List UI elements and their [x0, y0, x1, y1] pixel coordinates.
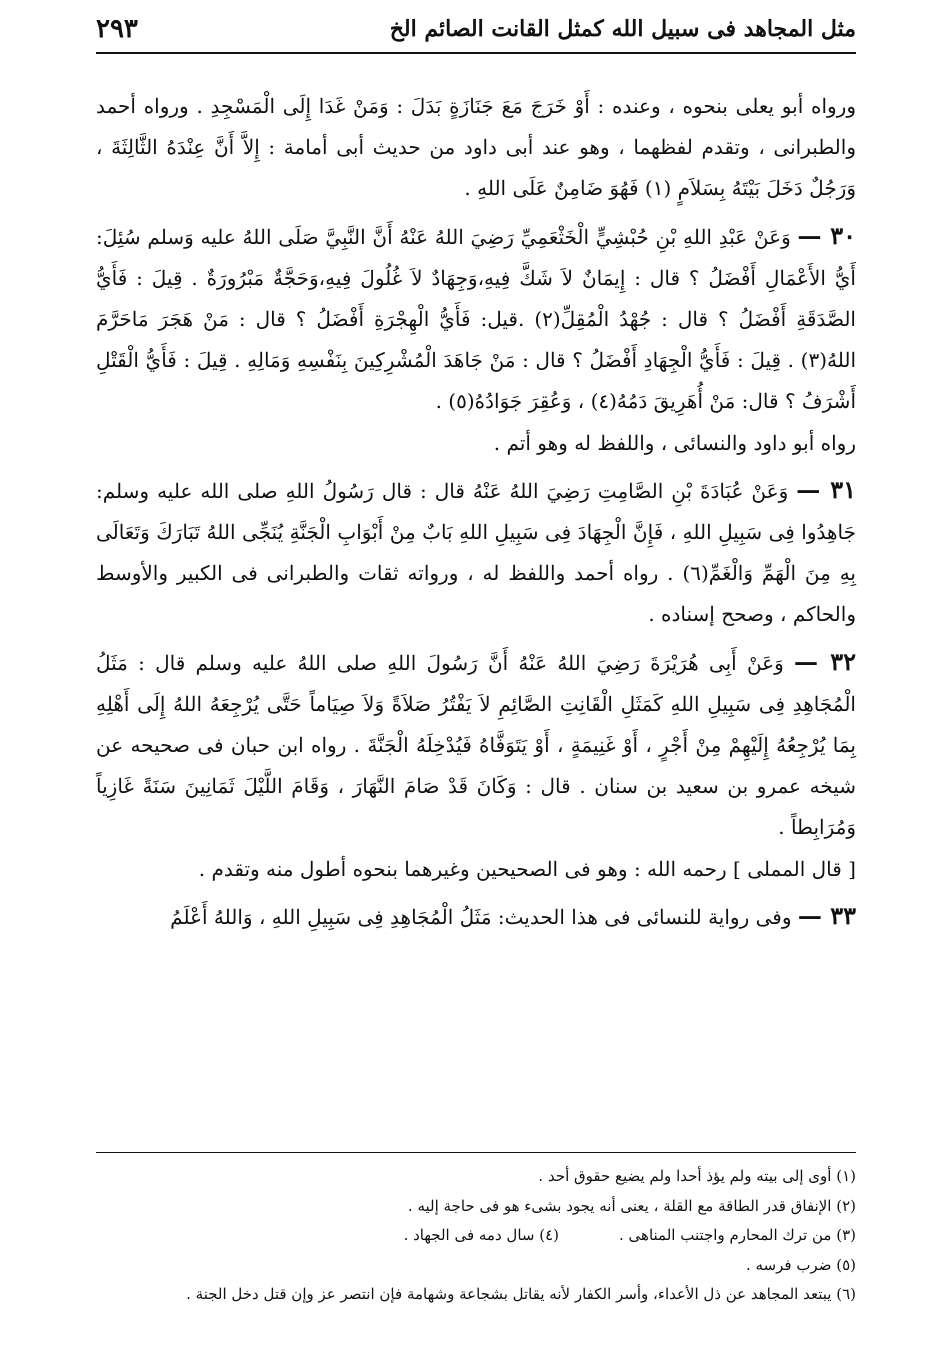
source-text: رواه أبو داود والنسائى ، واللفظ له وهو أتم .	[493, 430, 856, 455]
hadith-30-source	[96, 423, 856, 464]
hadith-text: وَعَنْ عَبْدِ اللهِ بْنِ حُبْشِيٍّ الْخَثْعَمِيِّ رَضِيَ اللهُ عَنْهُ أَنَّ النَّبِيَّ صَلَى اللهُ عليه وَسلم سُئِلَ: أَيُّ الأَعْمَالِ أَفْضَلُ ؟ قال : إِيمَانٌ لاَ شَكَّ فِيهِ،وَجِهَادٌ لاَ غُلُولَ فِيهِ،وَحَجَّةٌ مَبْرُورَةٌ . قِيلَ : فَأَيُّ الصَّدَقَةِ أَفْضَلُ ؟ قال : جُهْدُ الْمُقِلِّ(٢) .قيل: فَأَيُّ الْهِجْرَةِ أَفْضَلُ ؟ قال : مَنْ هَجَرَ مَاحَرَّمَ اللهُ(٣) . قِيلَ : فَأَيُّ الْجِهَادِ أَفْضَلُ ؟ قال : مَنْ جَاهَدَ الْمُشْرِكِينَ بِنَفْسِهِ وَمَالِهِ . قِيلَ : فَأَيُّ الْقَتْلِ أَشْرَفُ ؟ قال: مَنْ أُهَرِيقَ دَمُهُ(٤) ، وَعُقِرَ جَوَادُهُ(٥) .	[96, 224, 856, 414]
footnote-2: (٢) الإنفاق قدر الطاقة مع القلة ، يعنى أنه يجود بشىء هو فى حاجة إليه .	[407, 1196, 856, 1215]
footnote-4: (٤) سال دمه فى الجهاد .	[403, 1226, 559, 1244]
hadith-text: وَعَنْ أَبِى هُرَيْرَةَ رَضِيَ اللهُ عَنْهُ أَنَّ رَسُولَ اللهِ صلى اللهُ عليه وسلم قال : مَثَلُ الْمُجَاهِدِ فِى سَبِيلِ اللهِ كَمَثَلِ الْقَانِتِ الصَّائِمِ لاَ يَفْتُرُ صَلاَةً وَلاَ صِيَاماً حَتَّى يُرْجِعَهُ اللهُ إِلَى أَهْلِهِ بِمَا يُرْجِعُهُ إِلَيْهِمْ مِنْ أَجْرٍ ، أَوْ غَنِيمَةٍ ، أَوْ يَتَوَفَّاهُ فَيُدْخِلَهُ الْجَنَّةَ . رواه ابن حبان فى صحيحه عن شيخه عمرو بن سعيد بن سنان . قال : وَكَانَ قَدْ صَامَ النَّهَارَ ، وَقَامَ اللَّيْلَ ثَمَانِينَ سَنَةً غَازِياً وَمُرَابِطاً .	[96, 650, 856, 840]
footnote-row	[96, 1280, 856, 1310]
hadith-32	[96, 641, 856, 849]
hadith-33	[96, 895, 856, 938]
text-line: ورواه أبو يعلى بنحوه ، وعنده : أَوْ خَرَجَ مَعَ جَنَازَةٍ بَدَلَ : وَمَنْ غَدَا إِلَى الْمَسْجِدِ .	[196, 94, 856, 118]
hadith-number: ٣٠ —	[797, 220, 856, 250]
footnote-3: (٣) من ترك المحارم واجتنب المناهى .	[619, 1226, 856, 1244]
footnote-1: (١) أوى إلى بيته ولم يؤذ أحدا ولم يضيع حقوق أحد .	[538, 1167, 856, 1185]
continuation-paragraph	[96, 86, 856, 210]
hadith-number: ٣٣ —	[797, 900, 856, 930]
hadith-number: ٣٢ —	[794, 646, 856, 676]
footnote-5: (٥) ضرب فرسه .	[745, 1255, 856, 1274]
page-header	[96, 8, 856, 54]
footnote-6: (٦) يبتعد المجاهد عن ذل الأعداء، وأسر الكفار لأنه يقاتل بشجاعة وشهامة فإن انتصر عز وإن قتل دخل الجنة .	[186, 1285, 856, 1303]
running-title: مثل المجاهد فى سبيل الله كمثل القانت الصائم الخ	[389, 16, 856, 42]
hadith-text: وَعَنْ عُبَادَةَ بْنِ الصَّامِتِ رَضِيَ اللهُ عَنْهُ قال : قال رَسُولُ اللهِ صلى الله عليه وسلم: جَاهِدُوا فِى سَبِيلِ اللهِ ، فَإِنَّ الْجِهَادَ فِى سَبِيلِ اللهِ بَابٌ مِنْ أَبْوَابِ الْجَنَّةِ يُنَجِّى اللهُ تَبَارَكَ وَتَعَالَى بِهِ مِنَ الْهَمِّ وَالْغَمِّ(٦) . رواه أحمد واللفظ له ، ورواته ثقات والطبرانى فى الكبير والأوسط والحاكم ، وصحح إسناده .	[96, 478, 856, 627]
note-text: [ قال المملى ] رحمه الله : وهو فى الصحيحين وغيرهما بنحوه أطول منه وتقدم .	[198, 856, 856, 881]
hadith-text: وفى رواية للنسائى فى هذا الحديث: مَثَلُ الْمُجَاهِدِ فِى سَبِيلِ اللهِ ، وَاللهُ أَعْلَمُ	[170, 904, 792, 929]
footnote-row	[96, 1162, 856, 1192]
footnote-row	[96, 1192, 856, 1222]
body-text	[96, 86, 856, 938]
text-line: عِنْدَهُ الثَّالِثَةَ ، وَرَجُلٌ دَخَلَ بَيْتَهُ بِسَلاَمٍ (١) فَهُوَ ضَامِنٌ عَلَى اللهِ .	[96, 135, 856, 201]
text-line: ورواه أحمد والطبرانى ، وتقدم لفظهما ، وهو عند أبى داود من حديث أبى أمامة : إِلاَّ أَنَّ	[96, 94, 856, 160]
footnote-row	[96, 1221, 856, 1251]
hadith-31	[96, 469, 856, 636]
footnotes	[96, 1162, 856, 1310]
hadith-30	[96, 215, 856, 423]
hadith-32-note	[96, 849, 856, 890]
page-number: ٢٩٣	[96, 14, 138, 44]
footnote-divider	[96, 1152, 856, 1153]
hadith-number: ٣١ —	[796, 474, 856, 504]
footnote-row	[96, 1251, 856, 1281]
